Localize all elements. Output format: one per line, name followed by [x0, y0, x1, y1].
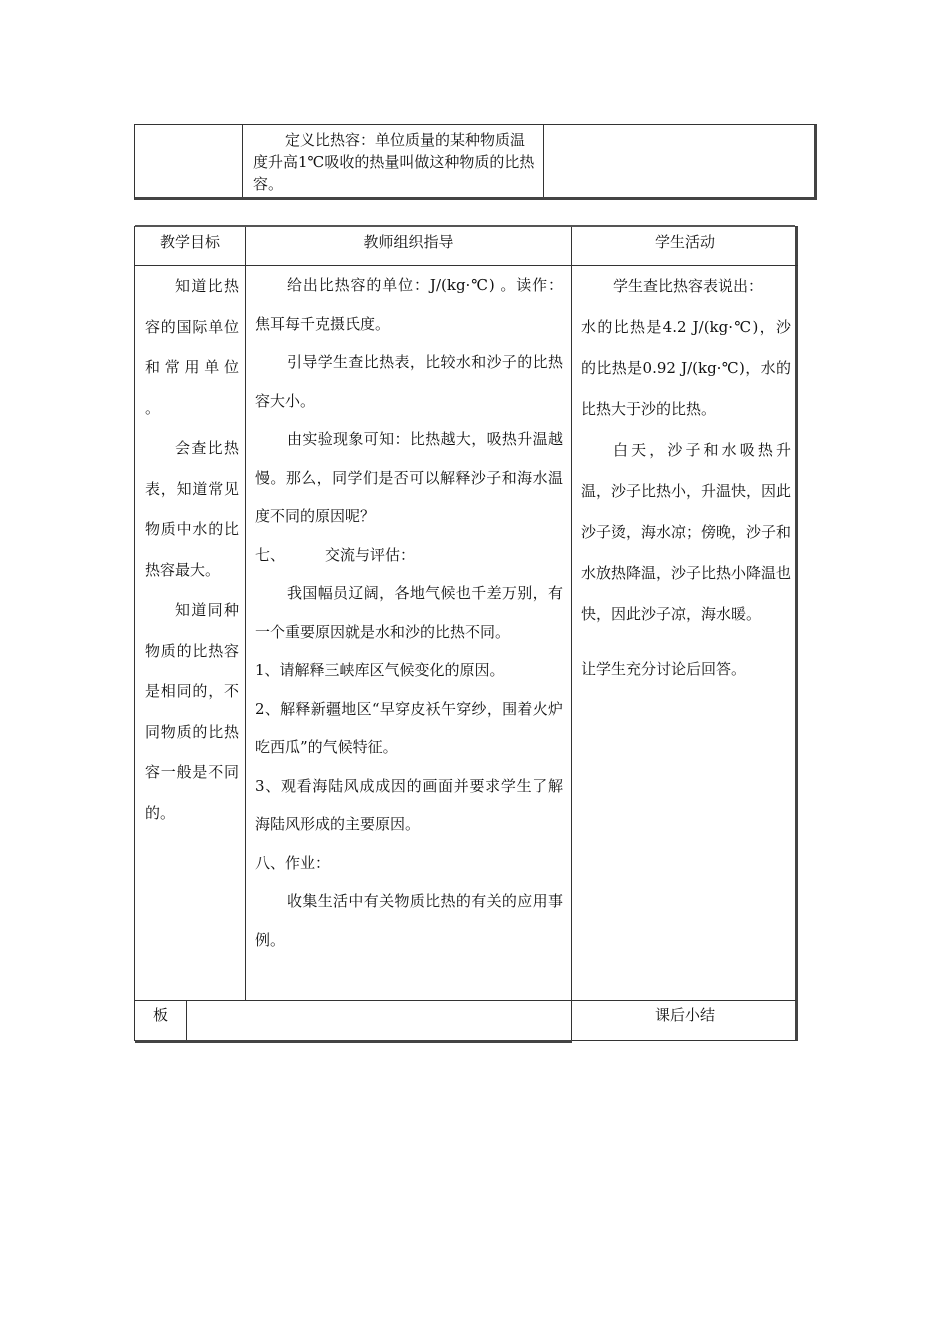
header-goals: 教学目标: [135, 227, 245, 266]
goals-column: [135, 266, 245, 833]
goal-item: 知道同种物质的比热容是相同的，不同物质的比热容一般是不同的。: [145, 601, 239, 822]
top-table: [134, 124, 817, 200]
values-paragraph: 水的比热是4.2 J/(kg·℃)，沙的比热是0.92 J/(kg·℃)，水的比热大于沙的比热。: [581, 318, 791, 418]
summary-label: 课后小结: [654, 1006, 715, 1024]
header-teacher: 教师组织指导: [245, 227, 572, 266]
homework-paragraph: 收集生活中有关物质比热的有关的应用事例。: [255, 892, 563, 949]
definition-cell: 定义比热容：单位质量的某种物质温度升高1℃吸收的热量叫做这种物质的比热容。: [243, 125, 544, 197]
student-column: [572, 266, 799, 690]
lookup-paragraph: 学生查比热容表说出：: [613, 277, 764, 295]
section-seven-heading: 七、 交流与评估：: [255, 545, 416, 564]
unit-paragraph: 给出比热容的单位：J/(kg·℃) 。读作：焦耳每千克摄氏度。: [255, 276, 563, 333]
goal-item: 知道比热容的国际单位和常用单位 。: [145, 277, 239, 417]
goal-item: 会查比热表，知道常见物质中水的比热容最大。: [145, 439, 239, 579]
lesson-table: [134, 226, 798, 1041]
explain-paragraph: 白天，沙子和水吸热升温，沙子比热小，升温快，因此沙子烫，海水凉；傍晚，沙子和水放热降温，沙子比热小降温也快，因此沙子凉，海水暖。: [581, 441, 792, 623]
question-2: 2、解释新疆地区“早穿皮袄午穿纱，围着火炉吃西瓜”的气候特征。: [255, 699, 563, 756]
question-3: 3、观看海陆风成成因的画面并要求学生了解海陆风形成的主要原因。: [255, 776, 563, 833]
board-label: 板: [152, 1006, 168, 1024]
question-1: 1、请解释三峡库区气候变化的原因。: [255, 661, 505, 679]
teacher-column: [245, 266, 571, 959]
header-student: 学生活动: [572, 227, 798, 266]
top-table-empty-cell: [135, 125, 243, 197]
discuss-paragraph: 让学生充分讨论后回答。: [581, 660, 747, 678]
climate-paragraph: 我国幅员辽阔，各地气候也千差万别，有一个重要原因就是水和沙的比热不同。: [255, 584, 563, 641]
section-eight-heading: 八、作业：: [255, 853, 331, 872]
guide-paragraph: 引导学生查比热表，比较水和沙子的比热容大小。: [255, 353, 563, 410]
experiment-paragraph: 由实验现象可知：比热越大，吸热升温越慢。那么，同学们是否可以解释沙子和海水温度不同的原因呢？: [255, 430, 563, 525]
